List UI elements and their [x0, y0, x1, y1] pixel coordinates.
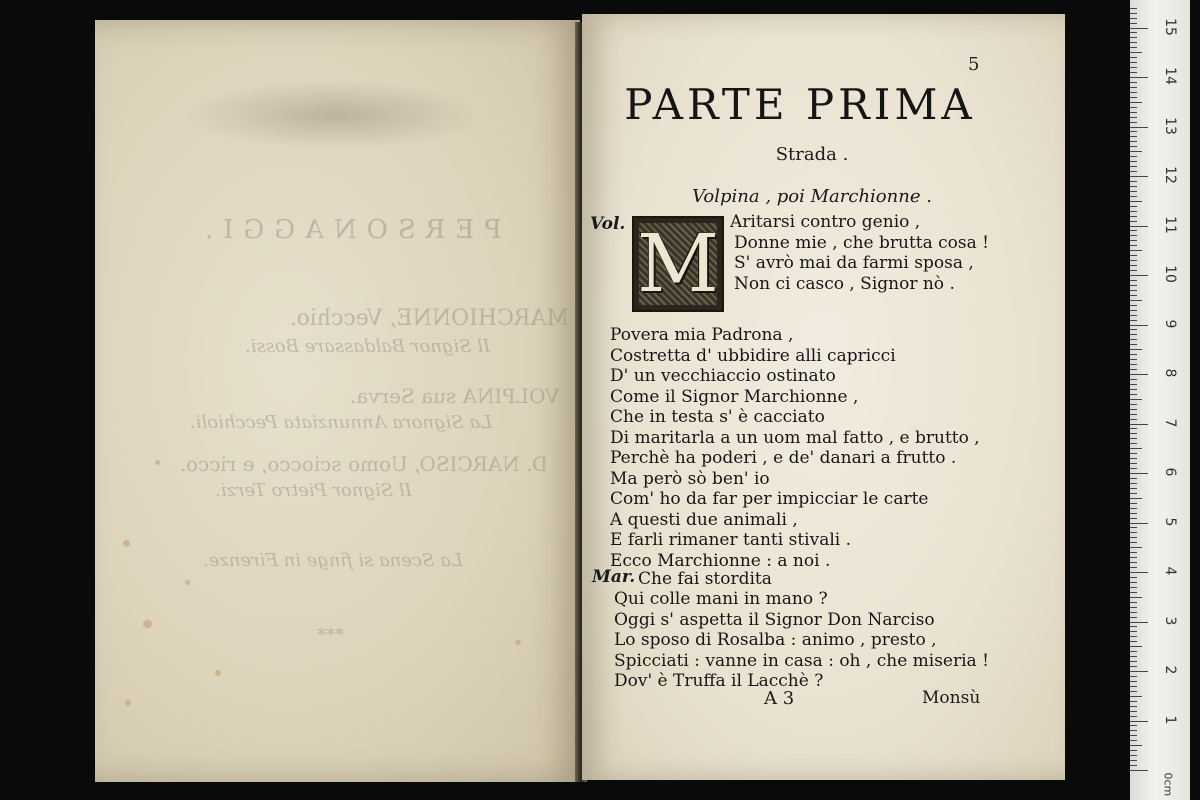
ruler-tick	[1130, 151, 1142, 152]
ruler-tick	[1130, 537, 1137, 538]
foxing-spot	[155, 460, 160, 465]
ruler-tick	[1130, 226, 1148, 227]
verse-line: Ecco Marchionne : a noi .	[610, 550, 831, 571]
verse-line: Donne mie , che brutta cosa !	[734, 232, 989, 253]
ruler-tick	[1130, 587, 1137, 588]
ruler-number: 7	[1162, 418, 1178, 427]
verse-line: Di maritarla a un uom mal fatto , e brutto ,	[610, 427, 980, 448]
ruler-tick	[1130, 725, 1137, 726]
ruler-number: 15	[1162, 17, 1178, 36]
ruler-tick	[1130, 389, 1137, 390]
verse-line: Povera mia Padrona ,	[610, 325, 794, 345]
verse-line: S' avrò mai da farmi sposa ,	[734, 253, 974, 273]
foxing-spot	[125, 700, 131, 706]
ruler-tick	[1130, 666, 1137, 667]
ruler-tick	[1130, 161, 1137, 162]
ruler-tick	[1130, 131, 1137, 132]
show-through-text: D. NARCISO, Uomo sciocco, e ricco.	[180, 452, 548, 476]
ruler-tick	[1130, 636, 1137, 637]
ruler-tick	[1130, 315, 1137, 316]
ruler-tick	[1130, 107, 1137, 108]
ruler-tick	[1130, 77, 1148, 78]
decorated-initial	[632, 216, 724, 312]
right-page	[582, 14, 1065, 780]
verse-line: Oggi s' aspetta il Signor Don Narciso	[614, 609, 935, 630]
ruler-number: 1	[1162, 715, 1178, 724]
ruler-tick	[1130, 532, 1137, 533]
ruler-tick	[1130, 67, 1137, 68]
ruler-tick	[1130, 711, 1137, 712]
ruler-tick	[1130, 181, 1137, 182]
ruler-tick	[1130, 567, 1137, 568]
ruler-tick	[1130, 394, 1137, 395]
ruler-number: 11	[1162, 215, 1178, 234]
show-through-text: PERSONAGGI.	[195, 215, 502, 245]
verse-line: Lo sposo di Rosalba : animo , presto ,	[614, 630, 937, 650]
ruler-tick	[1130, 641, 1137, 642]
ruler-tick	[1130, 18, 1137, 19]
ruler-tick	[1130, 527, 1137, 528]
ruler-tick	[1130, 750, 1137, 751]
ruler-tick	[1130, 334, 1137, 335]
ruler-tick	[1130, 424, 1148, 425]
ruler-tick	[1130, 676, 1137, 677]
ruler-tick	[1130, 409, 1137, 410]
verse-line: Perchè ha poderi , e de' danari a frutto .	[610, 448, 957, 468]
ruler-tick	[1130, 523, 1148, 524]
ruler-tick	[1130, 87, 1137, 88]
ruler-number: 8	[1162, 368, 1178, 378]
ruler-tick	[1130, 716, 1137, 717]
ruler-tick	[1130, 414, 1137, 415]
ruler-tick	[1130, 146, 1137, 147]
ruler-tick	[1130, 493, 1137, 494]
ruler-tick	[1130, 433, 1137, 434]
ruler-tick	[1130, 13, 1137, 14]
ruler-tick	[1130, 320, 1137, 321]
verse-line: Costretta d' ubbidire alli capricci	[610, 345, 896, 366]
ruler-tick	[1130, 483, 1137, 484]
signature-mark: A 3	[764, 688, 795, 709]
ruler-tick	[1130, 721, 1148, 722]
ruler-tick	[1130, 557, 1137, 558]
ruler-tick	[1130, 552, 1137, 553]
ruler-tick	[1130, 344, 1137, 345]
foxing-spot	[215, 670, 221, 676]
ruler-tick	[1130, 216, 1137, 217]
ruler-tick	[1130, 488, 1137, 489]
verse-line: Qui colle mani in mano ?	[614, 589, 828, 609]
ruler-tick	[1130, 300, 1142, 301]
show-through-text: La Signora Annunziata Pecchioli.	[190, 412, 493, 433]
ruler-tick	[1130, 730, 1137, 731]
speaker-label: Vol.	[590, 214, 626, 234]
show-through-text: La Scena si finge in Firenze.	[203, 550, 463, 571]
show-through-ornament	[185, 80, 485, 150]
ruler-tick	[1130, 47, 1137, 48]
ruler-tick	[1130, 503, 1137, 504]
ruler-tick	[1130, 329, 1137, 330]
ruler-tick	[1130, 72, 1137, 73]
ruler-tick	[1130, 671, 1148, 672]
show-through-text: VOLPINA sua Serva.	[350, 384, 560, 408]
ruler-tick	[1130, 562, 1137, 563]
ruler-tick	[1130, 136, 1137, 137]
characters-line: Volpina , poi Marchionne .	[692, 186, 932, 207]
ruler-tick	[1130, 547, 1142, 548]
ruler-tick	[1130, 513, 1137, 514]
ruler-tick	[1130, 419, 1137, 420]
ruler-tick	[1130, 765, 1137, 766]
ruler-tick	[1130, 686, 1137, 687]
ruler-tick	[1130, 468, 1137, 469]
ruler-number: 2	[1162, 665, 1178, 675]
ruler-tick	[1130, 295, 1137, 296]
ruler-tick	[1130, 275, 1148, 276]
ruler-tick	[1130, 250, 1142, 251]
ruler-tick	[1130, 265, 1137, 266]
show-through-text: ***	[317, 625, 344, 646]
verse-line: Spicciati : vanne in casa : oh , che miseria !	[614, 650, 989, 671]
ruler-tick	[1130, 37, 1137, 38]
ruler-number: 5	[1162, 517, 1178, 526]
ruler-tick	[1130, 191, 1137, 192]
verse-line: E farli rimaner tanti stivali .	[610, 530, 852, 550]
ruler-tick	[1130, 112, 1137, 113]
ruler-tick	[1130, 582, 1137, 583]
ruler-tick	[1130, 770, 1148, 771]
ruler-tick	[1130, 626, 1137, 627]
ruler-number: 10	[1162, 265, 1178, 283]
ruler-tick	[1130, 443, 1137, 444]
ruler-tick	[1130, 102, 1142, 103]
ruler-tick	[1130, 62, 1137, 63]
ruler-tick	[1130, 518, 1137, 519]
ruler-tick	[1130, 572, 1148, 573]
ruler-tick	[1130, 646, 1142, 647]
ruler-tick	[1130, 171, 1137, 172]
ruler-tick	[1130, 498, 1142, 499]
ruler-tick	[1130, 57, 1137, 58]
foxing-spot	[143, 620, 152, 628]
ruler-tick	[1130, 617, 1137, 618]
ruler-tick	[1130, 458, 1137, 459]
measurement-ruler	[1130, 0, 1190, 800]
speaker-label: Mar.	[592, 567, 636, 587]
ruler-tick	[1130, 270, 1137, 271]
page-title: PARTE PRIMA	[624, 80, 976, 129]
ruler-tick	[1130, 607, 1137, 608]
ruler-tick	[1130, 211, 1137, 212]
verse-block-2	[610, 325, 980, 571]
ruler-tick	[1130, 428, 1137, 429]
ruler-tick	[1130, 230, 1137, 231]
ruler-tick	[1130, 453, 1137, 454]
ruler-tick	[1130, 760, 1137, 761]
ruler-tick	[1130, 404, 1137, 405]
ruler-tick	[1130, 701, 1137, 702]
ruler-tick	[1130, 156, 1137, 157]
ruler-tick	[1130, 201, 1142, 202]
show-through-text: MARCHIONNE, Vecchio.	[290, 306, 569, 331]
ruler-tick	[1130, 681, 1137, 682]
verse-block-1	[730, 212, 989, 294]
verse-line: Non ci casco , Signor nò .	[734, 273, 955, 294]
ruler-tick	[1130, 97, 1137, 98]
ruler-tick	[1130, 290, 1137, 291]
ruler-tick	[1130, 364, 1137, 365]
woodcut-ornament	[637, 217, 719, 310]
foxing-spot	[185, 580, 190, 585]
verse-line: D' un vecchiaccio ostinato	[610, 366, 836, 386]
ruler-tick	[1130, 374, 1148, 375]
ruler-tick	[1130, 379, 1137, 380]
ruler-tick	[1130, 508, 1137, 509]
ruler-tick	[1130, 325, 1148, 326]
ruler-tick	[1130, 478, 1137, 479]
scene-heading: Strada .	[775, 144, 849, 165]
ruler-tick	[1130, 42, 1137, 43]
ruler-tick	[1130, 740, 1137, 741]
ruler-tick	[1130, 597, 1142, 598]
ruler-tick	[1130, 305, 1137, 306]
ruler-tick	[1130, 651, 1137, 652]
left-page	[95, 20, 580, 782]
verse-line: Ma però sò ben' io	[610, 468, 770, 489]
ruler-tick	[1130, 240, 1137, 241]
ruler-tick	[1130, 82, 1137, 83]
show-through-text: Il Signor Baldassare Bossi.	[245, 336, 491, 357]
ruler-tick	[1130, 23, 1137, 24]
ruler-tick	[1130, 310, 1137, 311]
ruler-number: 13	[1162, 116, 1178, 135]
ruler-tick	[1130, 186, 1137, 187]
ruler-tick	[1130, 339, 1137, 340]
ruler-tick	[1130, 399, 1142, 400]
catchword: Monsù	[922, 688, 981, 708]
verse-line: A questi due animali ,	[610, 509, 798, 530]
ruler-number: 3	[1162, 616, 1178, 625]
ruler-tick	[1130, 542, 1137, 543]
ruler-unit: 0cm	[1161, 772, 1175, 797]
ruler-tick	[1130, 176, 1148, 177]
ruler-number: 14	[1162, 67, 1178, 85]
initial-letter: M	[637, 217, 719, 310]
ruler-tick	[1130, 280, 1137, 281]
ruler-tick	[1130, 735, 1137, 736]
ruler-tick	[1130, 235, 1137, 236]
foxing-spot	[123, 540, 130, 547]
ruler-number: 4	[1162, 566, 1178, 576]
ruler-tick	[1130, 122, 1137, 123]
page-number: 5	[968, 54, 980, 75]
ruler-tick	[1130, 196, 1137, 197]
ruler-tick	[1130, 141, 1137, 142]
ruler-tick	[1130, 745, 1142, 746]
ruler-tick	[1130, 127, 1148, 128]
verse-line: Com' ho da far per impicciar le carte	[610, 489, 929, 509]
verse-line: Dov' è Truffa il Lacchè ?	[614, 671, 824, 691]
ruler-tick	[1130, 706, 1137, 707]
show-through-text: Il Signor Pietro Terzi.	[215, 480, 412, 501]
ruler-tick	[1130, 577, 1137, 578]
ruler-tick	[1130, 359, 1137, 360]
ruler-tick	[1130, 221, 1137, 222]
ruler-tick	[1130, 260, 1137, 261]
ruler-tick	[1130, 448, 1142, 449]
ruler-tick	[1130, 92, 1137, 93]
ruler-tick	[1130, 206, 1137, 207]
ruler-tick	[1130, 166, 1137, 167]
ruler-tick	[1130, 369, 1137, 370]
ruler-tick	[1130, 117, 1137, 118]
verse-line: Che fai stordita	[638, 569, 772, 589]
ruler-tick	[1130, 463, 1137, 464]
ruler-tick	[1130, 622, 1148, 623]
verse-line: Che in testa s' è cacciato	[610, 407, 825, 427]
ruler-tick	[1130, 255, 1137, 256]
ruler-tick	[1130, 8, 1137, 9]
ruler-tick	[1130, 656, 1137, 657]
ruler-tick	[1130, 245, 1137, 246]
ruler-tick	[1130, 473, 1148, 474]
ruler-tick	[1130, 755, 1137, 756]
ruler-tick	[1130, 52, 1142, 53]
ruler-tick	[1130, 32, 1137, 33]
verse-block-3	[614, 589, 989, 692]
ruler-number: 9	[1162, 319, 1178, 328]
verse-line: Aritarsi contro genio ,	[730, 212, 921, 232]
ruler-number: 12	[1162, 166, 1178, 184]
ruler-tick	[1130, 354, 1137, 355]
ruler-tick	[1130, 592, 1137, 593]
ruler-tick	[1130, 612, 1137, 613]
ruler-tick	[1130, 631, 1137, 632]
ruler-tick	[1130, 602, 1137, 603]
ruler-tick	[1130, 438, 1137, 439]
ruler-tick	[1130, 349, 1142, 350]
ruler-tick	[1130, 384, 1137, 385]
ruler-number: 6	[1162, 467, 1178, 477]
verse-line: Come il Signor Marchionne ,	[610, 386, 859, 407]
ruler-tick	[1130, 696, 1142, 697]
ruler-tick	[1130, 691, 1137, 692]
ruler-tick	[1130, 285, 1137, 286]
foxing-spot	[515, 640, 521, 645]
ruler-tick	[1130, 28, 1148, 29]
ruler-tick	[1130, 661, 1137, 662]
